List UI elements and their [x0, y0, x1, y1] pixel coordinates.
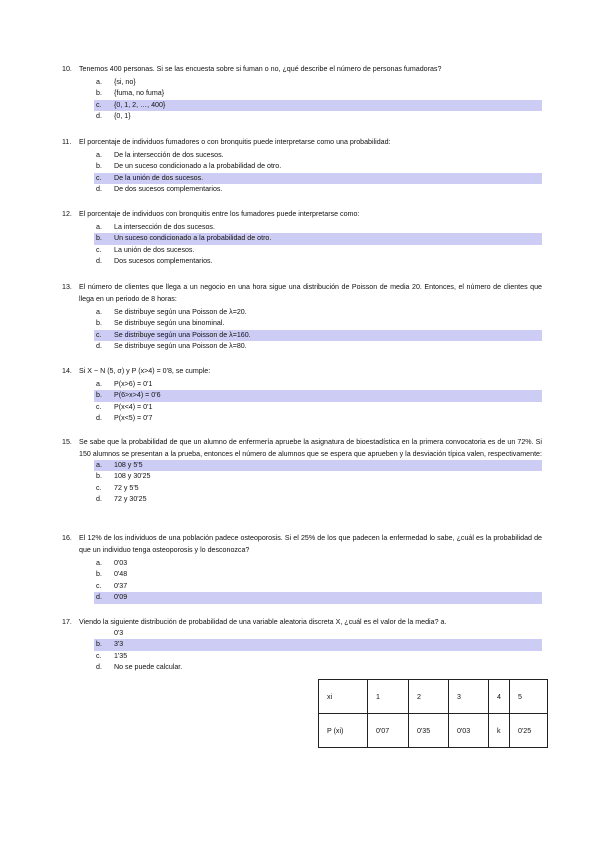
table-row [319, 680, 548, 714]
option-c[interactable]: c. 1'35 [96, 651, 128, 660]
question-number: 10. [62, 65, 72, 73]
table-cell: 4 [489, 680, 510, 714]
option-b[interactable]: b. 108 y 30'25 [96, 472, 151, 481]
question-number: 16. [62, 534, 72, 542]
question-text: Tenemos 400 personas. Si se las encuesta sobre si fuman o no, ¿qué describe el número de personas fumadoras? [79, 65, 442, 73]
option-d[interactable]: d. 72 y 30'25 [96, 495, 147, 504]
option-b[interactable]: b. 0'48 [96, 570, 128, 579]
option-c-selected[interactable]: c. {0, 1, 2, …, 400} [94, 100, 542, 111]
option-c[interactable]: c. 0'37 [96, 581, 128, 590]
question-text: El porcentaje de individuos fumadores o con bronquitis puede interpretarse como una probabilidad: [79, 138, 391, 146]
question-text: El número de clientes que llega a un negocio en una hora sigue una distribución de Poisson de media 20. Entonces, el número de clientes que llega en un periodo de 8 horas: [79, 283, 542, 303]
question-17 [62, 616, 542, 674]
option-a[interactable]: a. De la intersección de dos sucesos. [96, 151, 224, 159]
option-d[interactable]: d. Dos sucesos complementarios. [96, 257, 213, 266]
option-d[interactable]: d. P(x<5) = 0'7 [96, 414, 153, 423]
table-cell: 1 [368, 680, 409, 714]
option-d[interactable]: d. {0, 1} [96, 112, 131, 121]
option-d[interactable]: d. Se distribuye según una Poisson de λ=80. [96, 342, 247, 351]
option-c[interactable]: c. P(x<4) = 0'1 [96, 402, 153, 411]
table-cell: 2 [409, 680, 449, 714]
table-row [319, 714, 548, 748]
question-text: Viendo la siguiente distribución de probabilidad de una variable aleatoria discreta X, ¿cuál es el valor de la media? a. [79, 618, 447, 626]
option-b-selected[interactable]: b. 3'3 [94, 639, 542, 650]
question-13 [62, 281, 542, 353]
question-number: 14. [62, 367, 72, 375]
option-b[interactable]: b. Se distribuye según una binominal. [96, 319, 225, 328]
question-number: 15. [62, 438, 72, 446]
option-a[interactable]: 0'3 [114, 629, 124, 637]
question-text: Se sabe que la probabilidad de que un alumno de enfermería apruebe la asignatura de bioestadística en la primera convocatoria es de un 72%. Si 150 alumnos se presentan a la prueba, entonces el número de alumnos que se espera que aprueben y la desviación típica valen, respectivamente: [79, 438, 542, 458]
option-b-selected[interactable]: b. P(6>x>4) = 0'6 [94, 390, 542, 401]
option-a[interactable]: a. Se distribuye según una Poisson de λ=20. [96, 308, 247, 316]
question-12 [62, 208, 542, 268]
question-number: 17. [62, 618, 72, 626]
option-d[interactable]: d. No se puede calcular. [96, 663, 183, 672]
option-a[interactable]: a. 0'03 [96, 559, 128, 567]
option-d[interactable]: d. De dos sucesos complementarios. [96, 185, 223, 194]
table-cell: 0'25 [510, 714, 548, 748]
option-a[interactable]: a. La intersección de dos sucesos. [96, 223, 215, 231]
option-a[interactable]: a. P(x>6) = 0'1 [96, 380, 153, 388]
table-cell: xi [319, 680, 368, 714]
table-cell: P (xi) [319, 714, 368, 748]
question-text: El 12% de los individuos de una población padece osteoporosis. Si el 25% de los que padecen la enfermedad lo sabe, ¿cuál es la probabilidad de que un individuo tenga osteoporosis y lo desconozca? [79, 534, 542, 554]
option-a[interactable]: a. {si, no} [96, 78, 136, 86]
question-16 [62, 532, 542, 604]
option-b[interactable]: b. {fuma, no fuma} [96, 89, 165, 98]
question-number: 12. [62, 210, 72, 218]
question-number: 13. [62, 283, 72, 291]
option-c-selected[interactable]: c. Se distribuye según una Poisson de λ=160. [94, 330, 542, 341]
table-cell: 5 [510, 680, 548, 714]
question-11 [62, 136, 542, 196]
option-a-selected[interactable]: a. 108 y 5'5 [94, 460, 542, 471]
question-15 [62, 436, 542, 506]
question-text: Si X ~ N (5, σ) y P (x>4) = 0'8, se cumple: [79, 367, 211, 375]
table-cell: 0'03 [449, 714, 489, 748]
question-number: 11. [62, 138, 72, 146]
option-b-selected[interactable]: b. Un suceso condicionado a la probabilidad de otro. [94, 233, 542, 244]
option-b[interactable]: b. De un suceso condicionado a la probabilidad de otro. [96, 162, 282, 171]
table-cell: 3 [449, 680, 489, 714]
probability-distribution-table [318, 679, 548, 748]
table-cell: 0'35 [409, 714, 449, 748]
option-c-selected[interactable]: c. De la unión de dos sucesos. [94, 173, 542, 184]
table-cell: 0'07 [368, 714, 409, 748]
option-c[interactable]: c. 72 y 5'5 [96, 483, 139, 492]
option-c[interactable]: c. La unión de dos sucesos. [96, 245, 195, 254]
question-10 [62, 63, 542, 123]
option-d-selected[interactable]: d. 0'09 [94, 592, 542, 603]
table-cell: k [489, 714, 510, 748]
question-text: El porcentaje de individuos con bronquitis entre los fumadores puede interpretarse como: [79, 210, 360, 218]
question-14 [62, 365, 542, 425]
